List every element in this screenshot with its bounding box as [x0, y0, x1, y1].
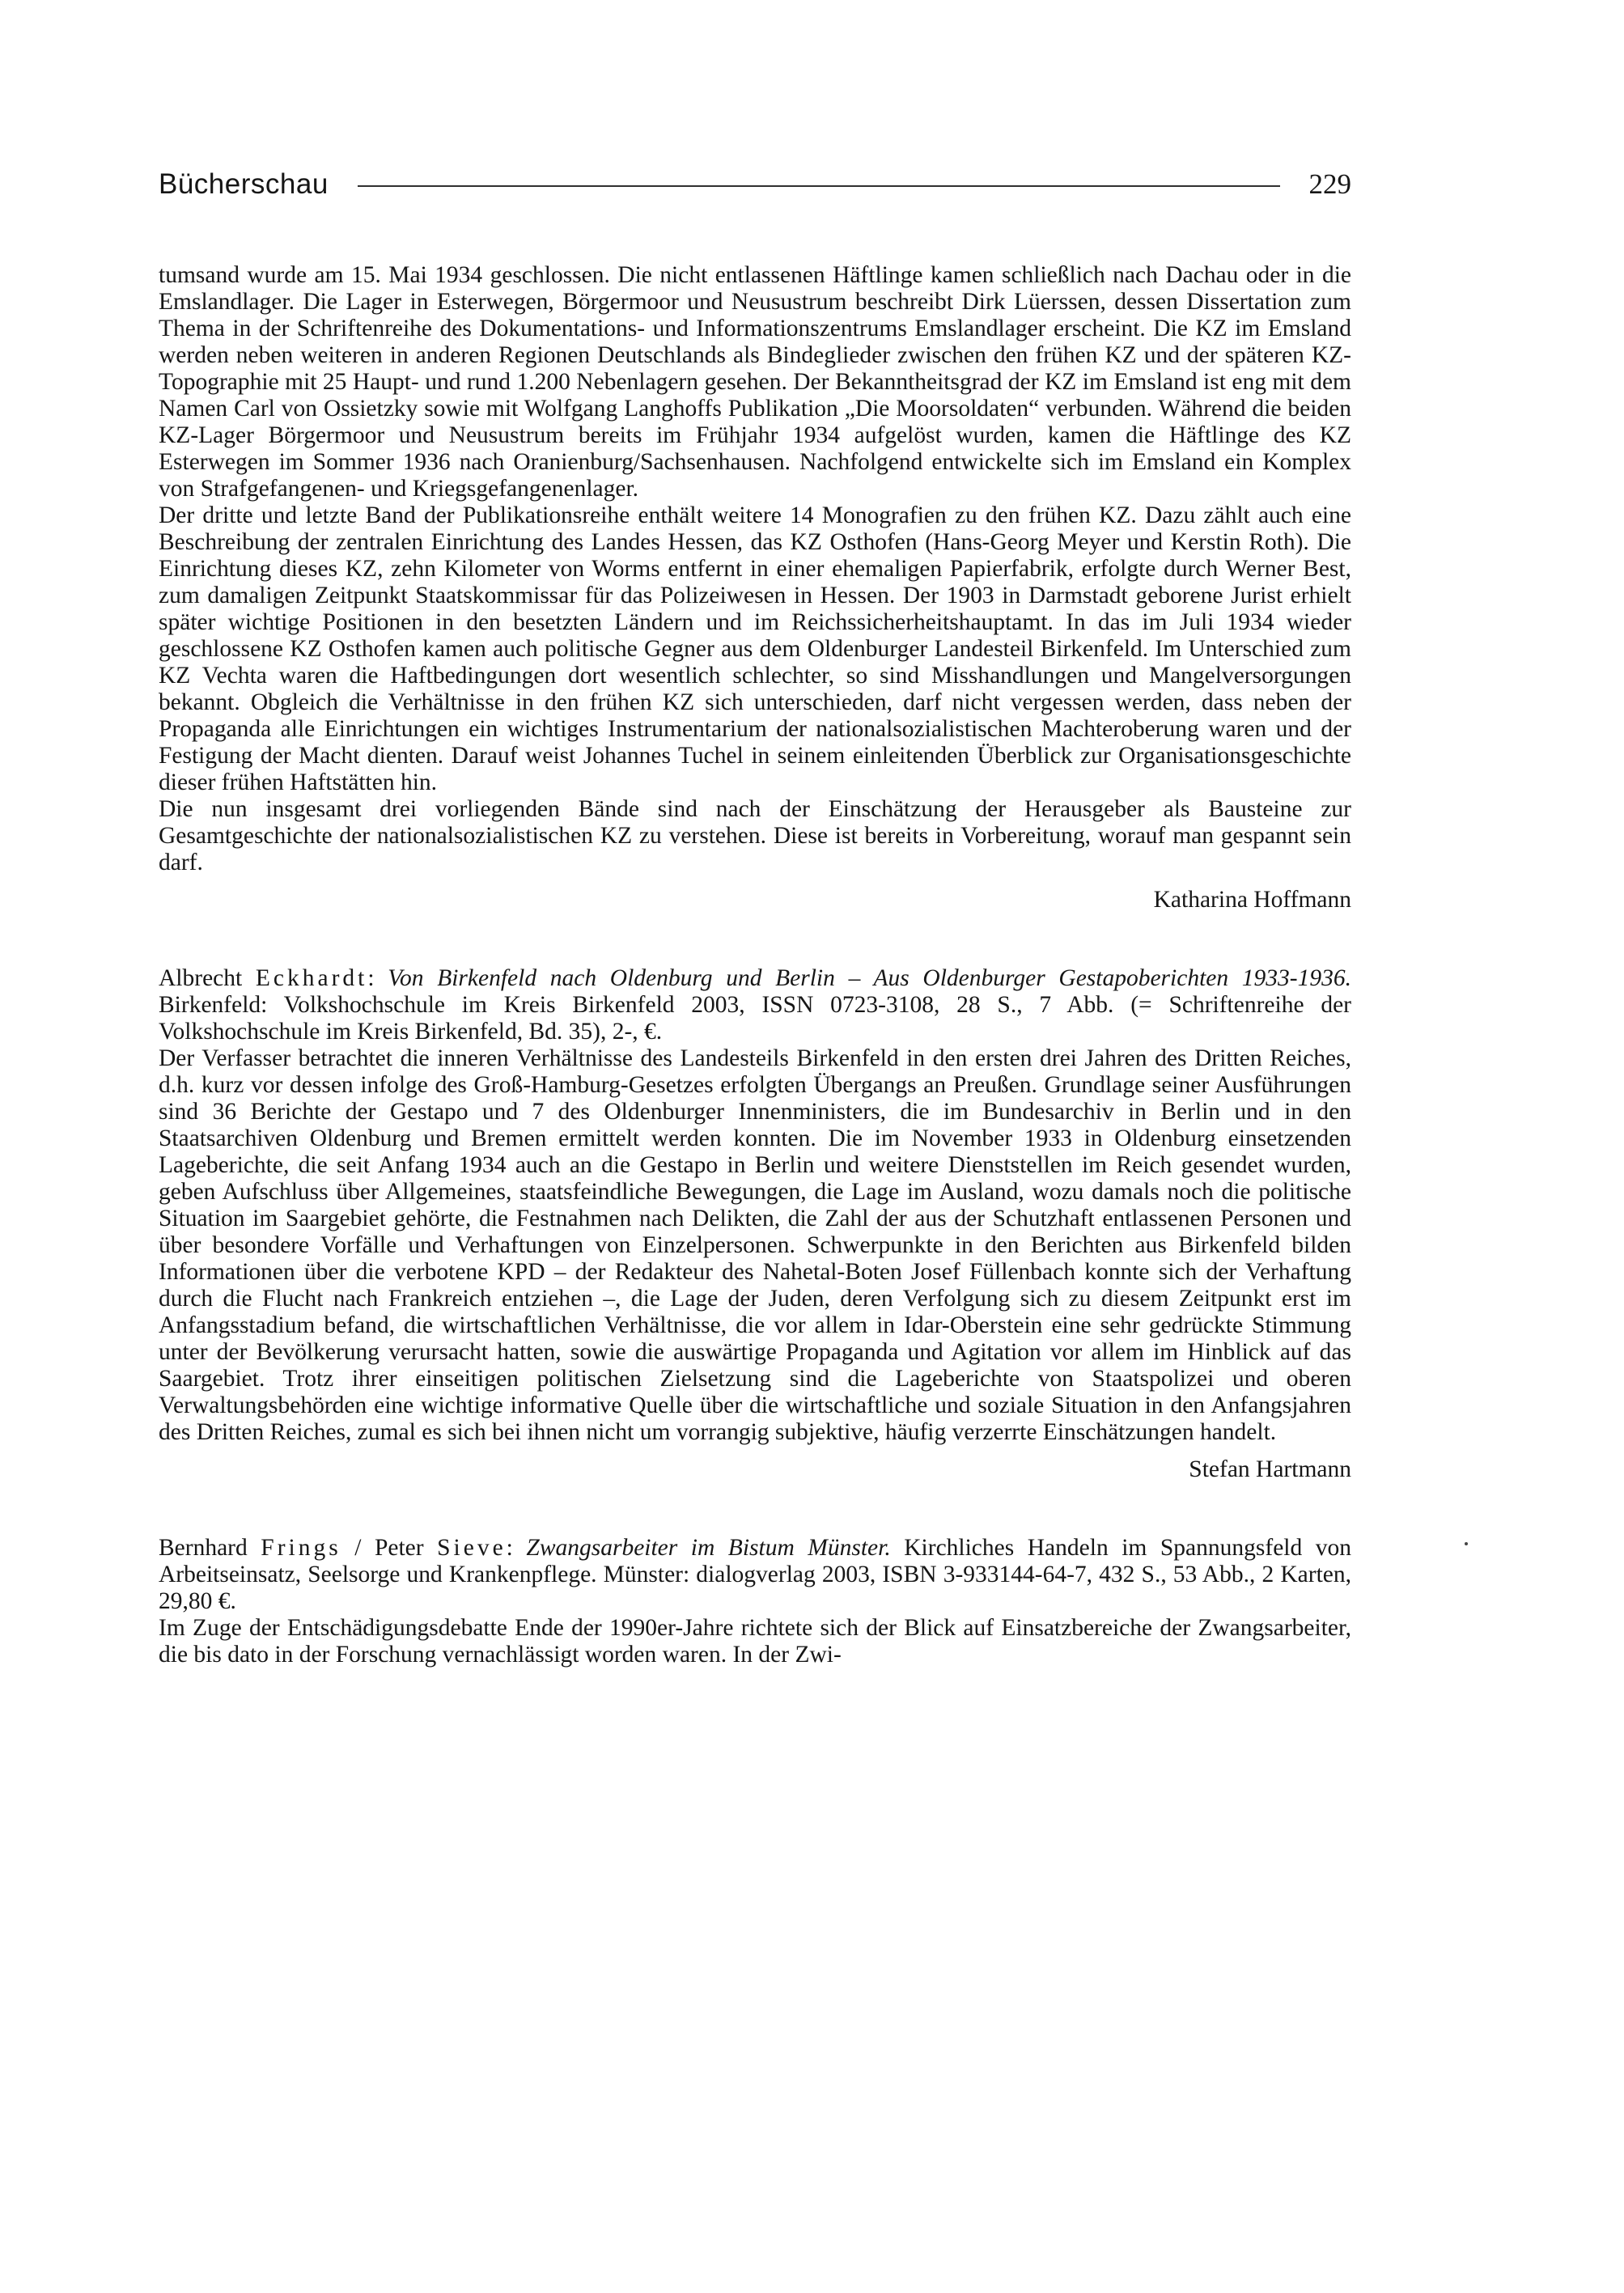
book-details: Birkenfeld: Volkshochschule im Kreis Birkenfeld 2003, ISSN 0723-3108, 28 S., 7 Abb. (= Schriftenreihe der Volkshochschule im Kreis Birkenfeld, Bd. 35), 2-, €.	[159, 992, 1351, 1045]
book-details: Kirchliches Handeln im Spannungsfeld von Arbeitseinsatz, Seelsorge und Krankenpflege. Münster: dialogverlag 2003, ISBN 3-933144-64-7, 432 S., 53 Abb., 2 Karten, 29,80 €.	[159, 1535, 1352, 1614]
author-first-name: Bernhard	[159, 1535, 248, 1561]
author-first-name: Peter	[374, 1535, 424, 1561]
review-frings-sieve	[159, 1535, 1351, 1668]
author-last-name: Eckhardt	[255, 965, 368, 991]
review-paragraph: Im Zuge der Entschädigungsdebatte Ende der 1990er-Jahre richtete sich der Blick auf Einsatzbereiche der Zwangsarbeiter, die bis dato in der Forschung vernachlässigt worden waren. In der Zwi-	[159, 1615, 1351, 1668]
header-rule	[358, 185, 1280, 187]
page-number: 229	[1308, 168, 1351, 200]
author-last-name: Sieve	[437, 1535, 507, 1561]
review-paragraph: Der Verfasser betrachtet die inneren Verhältnisse des Landesteils Birkenfeld in den ersten drei Jahren des Dritten Reiches, d.h. kurz vor dessen infolge des Groß-Hamburg-Gesetzes erfolgten Übergangs an Preußen. Grundlage seiner Ausführungen sind 36 Berichte der Gestapo und 7 des Oldenburger Innenministers, die im Bundesarchiv in Berlin und in den Staatsarchiven Oldenburg und Bremen ermittelt werden konnten. Die im November 1933 in Oldenburg einsetzenden Lageberichte, die seit Anfang 1934 auch an die Gestapo in Berlin und weitere Dienststellen im Reich gesendet wurden, geben Aufschluss über Allgemeines, staatsfeindliche Bewegungen, die Lage im Ausland, wozu damals noch die politische Situation im Saargebiet gehörte, die Festnahmen nach Delikten, die Zahl der aus der Schutzhaft entlassenen Personen und über besondere Vorfälle und Verhaftungen von Einzelpersonen. Schwerpunkte in den Berichten aus Birkenfeld bilden Informationen über die verbotene KPD – der Redakteur des Nahetal-Boten Josef Füllenbach konnte sich der Verhaftung durch die Flucht nach Frankreich entziehen –, die Lage der Juden, deren Verfolgung sich zu diesem Zeitpunkt erst im Anfangsstadium befand, die wirtschaftlichen Verhältnisse, die vor allem in Idar-Oberstein eine sehr gedrückte Stimmung unter der Bevölkerung verursacht hatten, sowie die auswärtige Propaganda und Agitation vor allem im Hinblick auf das Saargebiet. Trotz ihrer einseitigen politischen Zielsetzung sind die Lageberichte von Staatspolizei und oberen Verwaltungsbehörden eine wichtige informative Quelle über die wirtschaftliche und soziale Situation in den Anfangsjahren des Dritten Reiches, zumal es sich bei ihnen nicht um vorrangig subjektive, häufig verzerrte Einschätzungen handelt.	[159, 1045, 1351, 1445]
bibliographic-entry: Albrecht Eckhardt: Von Birkenfeld nach Oldenburg und Berlin – Aus Oldenburger Gestapoberichten 1933-1936. Birkenfeld: Volkshochschule im Kreis Birkenfeld 2003, ISSN 0723-3108, 28 S., 7 Abb. (= Schriftenreihe der Volkshochschule im Kreis Birkenfeld, Bd. 35), 2-, €.	[159, 965, 1352, 1045]
section-spacer	[159, 1483, 1351, 1535]
book-title: Zwangsarbeiter im Bistum Münster.	[526, 1535, 891, 1561]
book-title: Von Birkenfeld nach Oldenburg und Berlin – Aus Oldenburger Gestapoberichten 1933-1936.	[388, 965, 1352, 991]
reviewer-signature: Katharina Hoffmann	[1153, 887, 1351, 913]
review-paragraph: tumsand wurde am 15. Mai 1934 geschlossen. Die nicht entlassenen Häftlinge kamen schließlich nach Dachau oder in die Emslandlager. Die Lager in Esterwegen, Börgermoor und Neusustrum beschreibt Dirk Lüerssen, dessen Dissertation zum Thema in der Schriftenreihe des Dokumentations- und Informationszentrums Emslandlager erscheint. Die KZ im Emsland werden neben weiteren in anderen Regionen Deutschlands als Bindeglieder zwischen den frühen KZ und der späteren KZ-Topographie mit 25 Haupt- und rund 1.200 Nebenlagern gesehen. Der Bekanntheitsgrad der KZ im Emsland ist eng mit dem Namen Carl von Ossietzky sowie mit Wolfgang Langhoffs Publikation „Die Moorsoldaten“ verbunden. Während die beiden KZ-Lager Börgermoor und Neusustrum bereits im Frühjahr 1934 aufgelöst wurden, kamen die Häftlinge des KZ Esterwegen im Sommer 1936 nach Oranienburg/Sachsenhausen. Nachfolgend entwickelte sich im Emsland ein Komplex von Strafgefangenen- und Kriegsgefangenenlager.	[159, 262, 1351, 502]
review-paragraph: Die nun insgesamt drei vorliegenden Bände sind nach der Einschätzung der Herausgeber als Bausteine zur Gesamtgeschichte der nationalsozialistischen KZ zu verstehen. Diese ist bereits in Vorbereitung, worauf man gespannt sein darf.	[159, 796, 1351, 875]
page-body	[159, 262, 1351, 1668]
section-title: Bücherschau	[159, 168, 329, 200]
author-first-name: Albrecht	[159, 965, 243, 991]
section-spacer	[159, 913, 1351, 965]
author-separator: /	[341, 1535, 375, 1561]
author-last-name: Frings	[261, 1535, 341, 1561]
scan-speck	[1465, 1542, 1468, 1545]
running-header	[159, 168, 1351, 201]
review-eckhardt	[159, 965, 1351, 1483]
document-page	[159, 0, 1351, 2293]
review-paragraph: Der dritte und letzte Band der Publikationsreihe enthält weitere 14 Monografien zu den frühen KZ. Dazu zählt auch eine Beschreibung der zentralen Einrichtung des Landes Hessen, das KZ Osthofen (Hans-Georg Meyer und Kerstin Roth). Die Einrichtung dieses KZ, zehn Kilometer von Worms entfernt in einer ehemaligen Papierfabrik, erfolgte durch Werner Best, zum damaligen Zeitpunkt Staatskommissar für das Polizeiwesen in Hessen. Der 1903 in Darmstadt geborene Jurist erhielt später wichtige Positionen in den besetzten Ländern und im Reichssicherheitshauptamt. In das im Juli 1934 wieder geschlossene KZ Osthofen kamen auch politische Gegner aus dem Oldenburger Landesteil Birkenfeld. Im Unterschied zum KZ Vechta waren die Haftbedingungen dort wesentlich schlechter, so sind Misshandlungen und Mangelversorgungen bekannt. Obgleich die Verhältnisse in den frühen KZ sich unterschieden, darf nicht vergessen werden, dass neben der Propaganda alle Einrichtungen ein wichtiges Instrumentarium der nationalsozialistischen Machteroberung waren und der Festigung der Macht dienten. Darauf weist Johannes Tuchel in seinem einleitenden Überblick zur Organisationsgeschichte dieser frühen Haftstätten hin.	[159, 502, 1351, 795]
reviewer-signature: Stefan Hartmann	[1189, 1456, 1351, 1482]
review-hoffmann	[159, 262, 1351, 913]
bibliographic-entry: Bernhard Frings / Peter Sieve: Zwangsarbeiter im Bistum Münster. Kirchliches Handeln im Spannungsfeld von Arbeitseinsatz, Seelsorge und Krankenpflege. Münster: dialogverlag 2003, ISBN 3-933144-64-7, 432 S., 53 Abb., 2 Karten, 29,80 €.	[159, 1535, 1352, 1614]
